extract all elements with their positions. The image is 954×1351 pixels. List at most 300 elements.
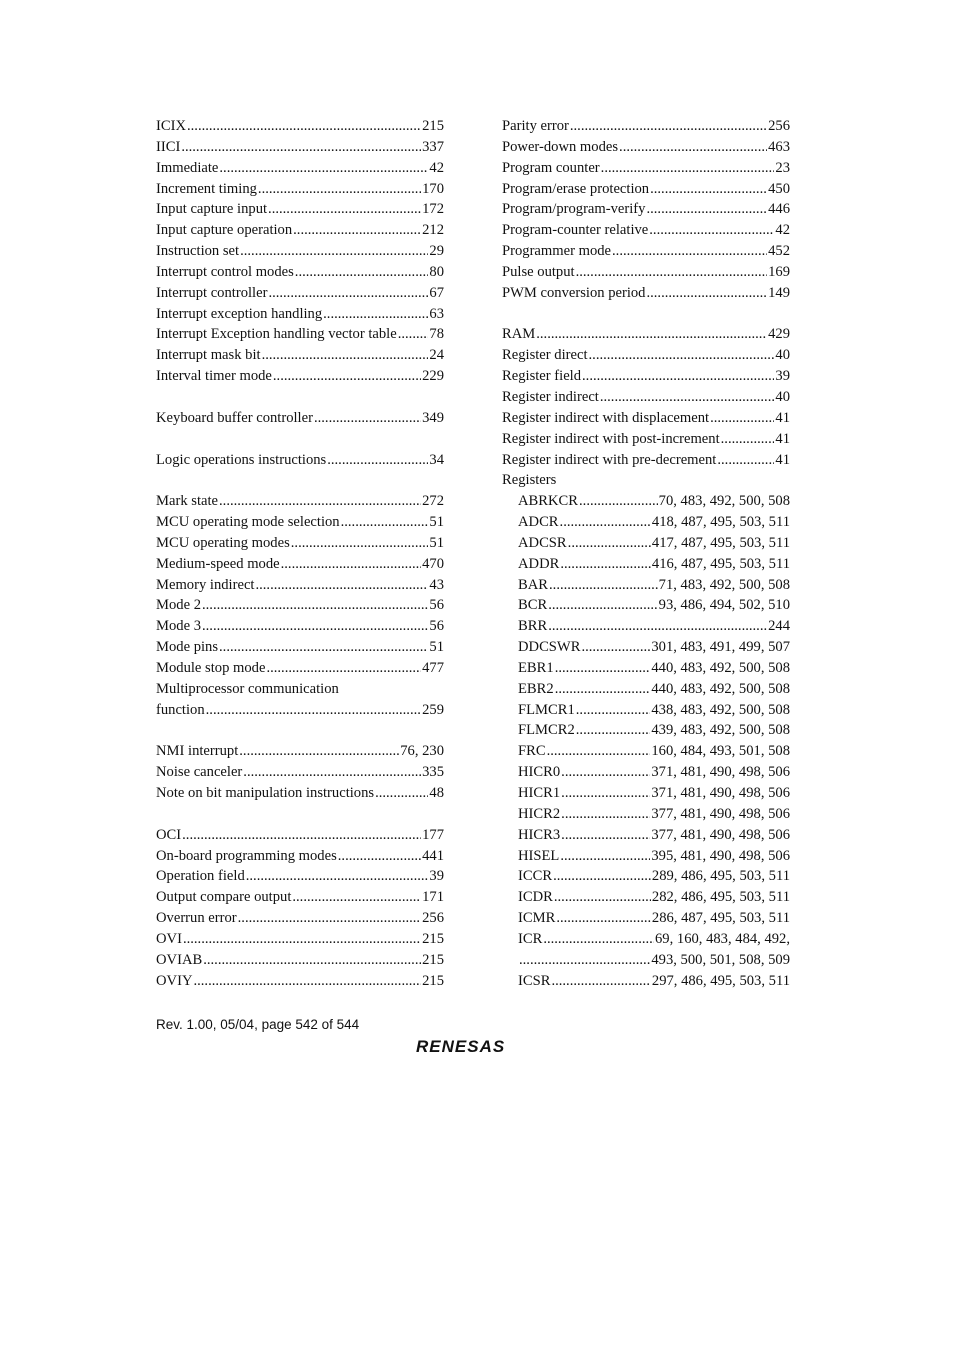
index-entry: [156, 283, 444, 304]
dot-leader: [268, 199, 421, 220]
index-pages: 286, 487, 495, 503, 511: [651, 910, 790, 927]
index-entry: [502, 783, 790, 804]
index-term: BCR: [518, 597, 548, 614]
index-entry: [502, 700, 790, 721]
index-entry: [156, 533, 444, 554]
index-pages: 41: [775, 430, 790, 447]
entry-gap: [156, 720, 444, 741]
index-term: ICSR: [518, 972, 551, 989]
index-term: Interrupt controller: [156, 284, 268, 301]
index-entry: [156, 345, 444, 366]
index-pages: 41: [775, 451, 790, 468]
index-pages: 67: [429, 284, 444, 301]
index-entry: [502, 366, 790, 387]
index-column-left: [156, 116, 444, 991]
index-entry: [502, 658, 790, 679]
index-term: HISEL: [518, 847, 560, 864]
dot-leader: [612, 241, 767, 262]
index-entry: [502, 470, 790, 491]
index-term: Note on bit manipulation instructions: [156, 785, 375, 801]
dot-leader: [258, 179, 421, 200]
dot-leader: [561, 804, 650, 825]
dot-leader: [292, 887, 421, 908]
dot-leader: [375, 783, 428, 804]
index-entry: [156, 137, 444, 158]
index-entry: [502, 262, 790, 283]
dot-leader: [560, 554, 651, 575]
index-pages: 169: [768, 263, 790, 280]
index-term: MCU operating modes: [156, 534, 290, 551]
index-pages: 160, 484, 493, 501, 508: [651, 743, 790, 760]
index-term: OVIAB: [156, 951, 203, 968]
index-entry: [156, 199, 444, 220]
index-pages: 215: [422, 930, 444, 947]
index-pages: 297, 486, 495, 503, 511: [651, 972, 790, 989]
entry-gap: [156, 387, 444, 408]
dot-leader: [555, 679, 651, 700]
index-pages: 41: [775, 409, 790, 426]
index-pages: 51: [429, 534, 444, 551]
index-term: BRR: [518, 618, 548, 635]
dot-leader: [202, 595, 428, 616]
index-entry: [156, 950, 444, 971]
index-pages: 23: [775, 159, 790, 176]
index-entry: [156, 846, 444, 867]
index-term: OCI: [156, 826, 182, 843]
index-term: IICI: [156, 138, 181, 155]
index-term: Programmer mode: [502, 243, 612, 260]
index-entry: [502, 762, 790, 783]
dot-leader: [548, 595, 657, 616]
index-term: Input capture input: [156, 201, 268, 218]
index-entry: [502, 199, 790, 220]
index-entry: [502, 846, 790, 867]
index-pages: 440, 483, 492, 500, 508: [651, 659, 790, 676]
index-term: Noise canceler: [156, 764, 243, 781]
dot-leader: [649, 220, 774, 241]
dot-leader: [219, 637, 428, 658]
index-term: Parity error: [502, 118, 569, 134]
index-term: On-board programming modes: [156, 847, 337, 864]
index-pages: 177: [422, 826, 444, 843]
index-pages: 337: [422, 138, 444, 155]
dot-leader: [243, 762, 421, 783]
index-entry: [156, 304, 444, 325]
dot-leader: [561, 762, 650, 783]
dot-leader: [600, 387, 775, 408]
index-pages: 301, 483, 491, 499, 507: [651, 639, 790, 656]
index-entry: [502, 595, 790, 616]
index-pages: 371, 481, 490, 498, 506: [651, 785, 790, 801]
index-pages: 172: [422, 201, 444, 218]
index-pages: 29: [429, 243, 444, 260]
index-pages: 259: [422, 701, 444, 718]
index-entry: [502, 345, 790, 366]
index-entry: [156, 262, 444, 283]
index-pages: 272: [422, 493, 444, 510]
index-entry: [156, 595, 444, 616]
index-pages: 335: [422, 764, 444, 781]
dot-leader: [554, 887, 651, 908]
index-pages: 493, 500, 501, 508, 509: [651, 951, 790, 968]
index-term: ICR: [518, 930, 543, 947]
index-term: Interrupt exception handling: [156, 305, 323, 322]
index-pages: 395, 481, 490, 498, 506: [651, 847, 790, 864]
index-term: Output compare output: [156, 889, 292, 906]
index-entry: [502, 679, 790, 700]
index-term: RAM: [502, 326, 536, 343]
dot-leader: [323, 304, 428, 325]
index-pages: 289, 486, 495, 503, 511: [651, 868, 790, 885]
index-pages: 446: [768, 201, 790, 218]
index-term: Interval timer mode: [156, 368, 272, 385]
index-term: Mode 3: [156, 618, 201, 635]
index-term: ADCSR: [518, 534, 567, 551]
dot-leader: [182, 825, 421, 846]
dot-leader: [601, 158, 775, 179]
index-pages: 76, 230: [400, 743, 444, 760]
index-pages: 244: [768, 618, 790, 635]
index-entry: [156, 700, 444, 721]
index-entry: [502, 554, 790, 575]
index-pages: 215: [422, 118, 444, 134]
index-term: FRC: [518, 743, 546, 760]
index-pages: 56: [429, 597, 444, 614]
index-term: ADDR: [518, 555, 560, 572]
index-entry: [156, 783, 444, 804]
index-term: Register indirect with pre-decrement: [502, 451, 717, 468]
index-term: ABRKCR: [518, 493, 579, 510]
dot-leader: [291, 533, 429, 554]
page-footer-info: Rev. 1.00, 05/04, page 542 of 544: [156, 1017, 360, 1032]
index-term: Register direct: [502, 347, 588, 364]
dot-leader: [561, 825, 650, 846]
dot-leader: [646, 199, 767, 220]
index-term: OVI: [156, 930, 182, 947]
index-entry: [156, 491, 444, 512]
index-entry: [502, 429, 790, 450]
index-pages: 371, 481, 490, 498, 506: [651, 764, 790, 781]
index-pages: 80: [429, 263, 444, 280]
index-entry: [156, 158, 444, 179]
index-pages: 69, 160, 483, 484, 492,: [655, 930, 790, 947]
index-term: EBR1: [518, 659, 554, 676]
index-entry: [502, 324, 790, 345]
index-pages: 212: [422, 222, 444, 239]
dot-leader: [398, 324, 429, 345]
dot-leader: [650, 179, 767, 200]
index-entry: [156, 741, 444, 762]
dot-leader: [589, 345, 775, 366]
dot-leader: [183, 929, 421, 950]
index-entry: [156, 679, 444, 700]
index-term: FLMCR2: [518, 722, 575, 739]
dot-leader: [206, 700, 421, 721]
dot-leader: [543, 929, 654, 950]
index-pages: 78: [429, 326, 444, 343]
dot-leader: [219, 491, 421, 512]
index-entry: [156, 575, 444, 596]
dot-leader: [721, 429, 775, 450]
index-term: BAR: [518, 576, 549, 593]
index-entry: [502, 908, 790, 929]
dot-leader: [579, 491, 658, 512]
index-pages: 416, 487, 495, 503, 511: [651, 555, 790, 572]
dot-leader: [549, 575, 658, 596]
index-term: Medium-speed mode: [156, 555, 280, 572]
index-entry: [502, 616, 790, 637]
index-term: HICR2: [518, 805, 561, 822]
index-pages: 63: [429, 305, 444, 322]
index-term: Interrupt Exception handling vector table: [156, 326, 397, 343]
dot-leader: [187, 116, 421, 137]
dot-leader: [240, 241, 428, 262]
entry-gap: [156, 429, 444, 450]
dot-leader: [338, 846, 421, 867]
index-entry: [156, 220, 444, 241]
dot-leader: [581, 637, 650, 658]
index-term: Mode pins: [156, 639, 219, 656]
index-term: PWM conversion period: [502, 284, 646, 301]
index-pages: 42: [775, 222, 790, 239]
index-pages: 93, 486, 494, 502, 510: [658, 597, 790, 614]
index-entry: [156, 929, 444, 950]
index-term: Registers: [502, 472, 557, 489]
index-entry: [502, 387, 790, 408]
index-pages: 42: [429, 159, 444, 176]
index-pages: 256: [768, 118, 790, 134]
index-pages: 477: [422, 659, 444, 676]
index-term: ICIX: [156, 118, 186, 134]
entry-gap: [502, 304, 790, 325]
index-pages: 429: [768, 326, 790, 343]
index-term: Register indirect with post-increment: [502, 430, 720, 447]
index-pages: 170: [422, 180, 444, 197]
dot-leader: [202, 616, 428, 637]
index-term: Keyboard buffer controller: [156, 409, 313, 426]
index-pages: 43: [429, 576, 444, 593]
index-term: function: [156, 701, 205, 718]
entry-gap: [156, 804, 444, 825]
index-pages: 463: [768, 138, 790, 155]
index-term: HICR0: [518, 764, 561, 781]
index-term: Immediate: [156, 159, 219, 176]
index-entry: [156, 908, 444, 929]
index-entry: [156, 637, 444, 658]
dot-leader: [646, 283, 767, 304]
index-pages: 51: [429, 639, 444, 656]
dot-leader: [238, 908, 421, 929]
index-pages: 282, 486, 495, 503, 511: [651, 889, 790, 906]
dot-leader: [519, 950, 650, 971]
index-pages: 229: [422, 368, 444, 385]
index-column-right: [502, 116, 790, 991]
dot-leader: [570, 116, 767, 137]
index-pages: 149: [768, 284, 790, 301]
dot-leader: [268, 283, 428, 304]
index-entry: [502, 720, 790, 741]
index-pages: 438, 483, 492, 500, 508: [651, 701, 790, 718]
index-term: Register field: [502, 368, 582, 385]
dot-leader: [219, 158, 428, 179]
index-pages: 51: [429, 514, 444, 531]
index-entry: [156, 658, 444, 679]
dot-leader: [255, 575, 428, 596]
dot-leader: [181, 137, 421, 158]
index-pages: 56: [429, 618, 444, 635]
index-entry: [156, 366, 444, 387]
index-entry: [156, 616, 444, 637]
dot-leader: [560, 846, 650, 867]
index-entry: [156, 825, 444, 846]
index-term: ADCR: [518, 514, 559, 531]
dot-leader: [556, 908, 651, 929]
index-term: Program/program-verify: [502, 201, 646, 218]
index-entry: [502, 512, 790, 533]
index-entry: [156, 762, 444, 783]
index-entry: [502, 241, 790, 262]
index-entry: [502, 179, 790, 200]
index-term: Program counter: [502, 159, 600, 176]
dot-leader: [203, 950, 421, 971]
dot-leader: [314, 408, 421, 429]
index-term: Mark state: [156, 493, 219, 510]
index-entry: [502, 971, 790, 992]
index-term: Register indirect with displacement: [502, 409, 710, 426]
dot-leader: [327, 450, 428, 471]
dot-leader: [262, 345, 429, 366]
index-entry: [502, 950, 790, 971]
index-entry: [502, 491, 790, 512]
index-entry: [502, 637, 790, 658]
index-pages: 441: [422, 847, 444, 864]
dot-leader: [536, 324, 767, 345]
index-pages: 215: [422, 972, 444, 989]
index-pages: 452: [768, 243, 790, 260]
index-entry: [156, 971, 444, 992]
index-pages: 377, 481, 490, 498, 506: [651, 826, 790, 843]
index-term: NMI interrupt: [156, 743, 239, 760]
index-term: Module stop mode: [156, 659, 266, 676]
index-entry: [156, 512, 444, 533]
dot-leader: [560, 512, 651, 533]
dot-leader: [555, 658, 651, 679]
dot-leader: [547, 741, 651, 762]
index-entry: [502, 116, 790, 137]
dot-leader: [266, 658, 421, 679]
index-pages: 70, 483, 492, 500, 508: [658, 493, 790, 510]
index-term: Program-counter relative: [502, 222, 649, 239]
index-term: Interrupt mask bit: [156, 347, 261, 364]
index-pages: 417, 487, 495, 503, 511: [651, 534, 790, 551]
index-entry: [156, 116, 444, 137]
index-entry: [502, 283, 790, 304]
index-term: ICCR: [518, 868, 553, 885]
index-term: ICDR: [518, 889, 553, 906]
index-entry: [156, 408, 444, 429]
index-term: Multiprocessor communication: [156, 680, 339, 697]
index-term: EBR2: [518, 680, 554, 697]
dot-leader: [582, 366, 774, 387]
index-term: Pulse output: [502, 263, 575, 280]
index-pages: 256: [422, 910, 444, 927]
index-term: HICR1: [518, 785, 561, 801]
dot-leader: [281, 554, 421, 575]
dot-leader: [717, 450, 774, 471]
index-pages: 40: [775, 347, 790, 364]
index-pages: 439, 483, 492, 500, 508: [651, 722, 790, 739]
dot-leader: [548, 616, 767, 637]
dot-leader: [576, 720, 651, 741]
index-entry: [156, 450, 444, 471]
index-pages: 418, 487, 495, 503, 511: [651, 514, 790, 531]
index-pages: 450: [768, 180, 790, 197]
index-entry: [502, 866, 790, 887]
index-pages: 470: [422, 555, 444, 572]
index-entry: [502, 929, 790, 950]
index-pages: 34: [429, 451, 444, 468]
dot-leader: [710, 408, 774, 429]
dot-leader: [295, 262, 429, 283]
index-pages: 24: [429, 347, 444, 364]
entry-gap: [156, 470, 444, 491]
index-term: Register indirect: [502, 388, 599, 405]
dot-leader: [239, 741, 399, 762]
index-entry: [156, 241, 444, 262]
index-entry: [502, 825, 790, 846]
index-term: Program/erase protection: [502, 180, 650, 197]
renesas-logo-text: RENESAS: [416, 1037, 506, 1056]
index-pages: 349: [422, 409, 444, 426]
index-term: FLMCR1: [518, 701, 575, 718]
dot-leader: [568, 533, 651, 554]
index-entry: [502, 137, 790, 158]
index-pages: 440, 483, 492, 500, 508: [651, 680, 790, 697]
index-entry: [502, 450, 790, 471]
dot-leader: [551, 971, 650, 992]
index-pages: 71, 483, 492, 500, 508: [658, 576, 790, 593]
dot-leader: [341, 512, 429, 533]
index-entry: [502, 575, 790, 596]
index-entry: [502, 741, 790, 762]
index-entry: [502, 158, 790, 179]
index-term: Interrupt control modes: [156, 263, 294, 280]
index-entry: [502, 533, 790, 554]
index-term: Power-down modes: [502, 138, 619, 155]
index-pages: 215: [422, 951, 444, 968]
dot-leader: [193, 971, 421, 992]
index-entry: [502, 220, 790, 241]
index-pages: 39: [429, 868, 444, 885]
index-term: DDCSWR: [518, 639, 581, 656]
index-entry: [502, 887, 790, 908]
index-entry: [156, 866, 444, 887]
dot-leader: [576, 262, 768, 283]
index-term: Logic operations instructions: [156, 451, 327, 468]
dot-leader: [561, 783, 650, 804]
index-pages: 40: [775, 388, 790, 405]
index-term: ICMR: [518, 910, 556, 927]
index-entry: [156, 887, 444, 908]
index-pages: 171: [422, 889, 444, 906]
dot-leader: [619, 137, 767, 158]
index-term: Increment timing: [156, 180, 257, 197]
index-term: HICR3: [518, 826, 561, 843]
index-entry: [502, 408, 790, 429]
index-entry: [156, 554, 444, 575]
index-term: OVIY: [156, 972, 193, 989]
index-entry: [156, 179, 444, 200]
